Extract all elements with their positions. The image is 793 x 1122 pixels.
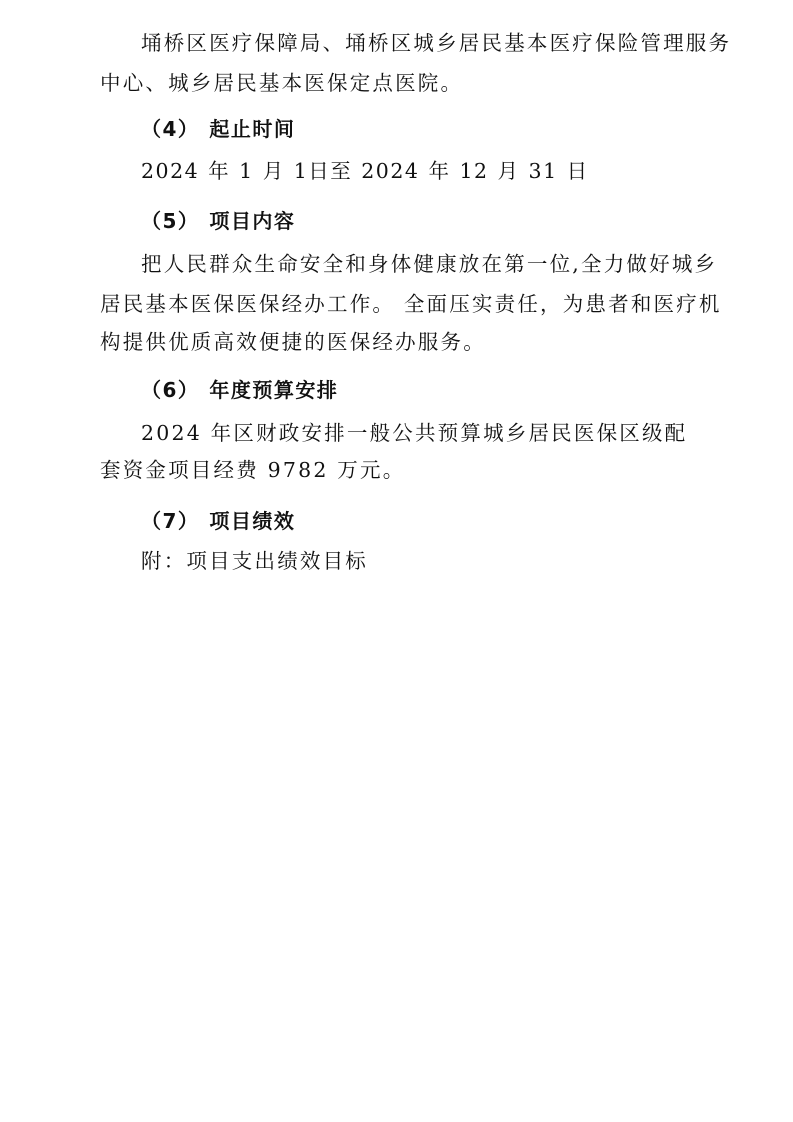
end-month-char: 月	[497, 159, 520, 183]
content-paragraph-line-3: 构提供优质高效便捷的医保经办服务。	[100, 330, 486, 354]
units-paragraph-line-2: 中心、城乡居民基本医保定点医院。	[100, 71, 464, 95]
content-paragraph-line-2: 居民基本医保医保经办工作。 全面压实责任，为患者和医疗机	[100, 292, 722, 316]
budget-paragraph-line-2: 套资金项目经费 9782 万元。	[100, 458, 406, 482]
start-month-char: 月	[262, 159, 285, 183]
section-6-title: 年度预算安排	[209, 378, 339, 402]
section-5-number: （5）	[141, 209, 200, 233]
start-day: 1	[293, 159, 309, 183]
section-6-heading	[141, 376, 338, 404]
section-5-heading	[141, 207, 295, 235]
section-7-number: （7）	[141, 509, 200, 533]
units-paragraph-line-1: 埇桥区医疗保障局、埇桥区城乡居民基本医疗保险管理服务	[141, 31, 732, 55]
start-month: 1	[239, 159, 254, 183]
content-paragraph-line-1: 把人民群众生命安全和身体健康放在第一位,全力做好城乡	[141, 252, 718, 276]
start-year: 2024	[141, 159, 200, 183]
section-7-heading	[141, 507, 295, 535]
end-year-char: 年	[428, 159, 451, 183]
end-year: 2024	[361, 159, 420, 183]
end-month: 12	[459, 159, 489, 183]
section-4-heading	[141, 115, 295, 143]
end-day: 31	[528, 159, 558, 183]
section-5-title: 项目内容	[209, 209, 296, 233]
attachment-note: 附：项目支出绩效目标	[141, 549, 368, 573]
date-range-line	[141, 157, 598, 185]
start-day-to: 日至	[308, 159, 353, 183]
section-7-title: 项目绩效	[209, 509, 296, 533]
section-4-number: （4）	[141, 117, 200, 141]
start-year-char: 年	[208, 159, 231, 183]
budget-paragraph-line-1: 2024 年区财政安排一般公共预算城乡居民医保区级配	[141, 421, 688, 445]
section-4-title: 起止时间	[209, 117, 296, 141]
end-day-char: 日	[566, 159, 589, 183]
section-6-number: （6）	[141, 378, 200, 402]
